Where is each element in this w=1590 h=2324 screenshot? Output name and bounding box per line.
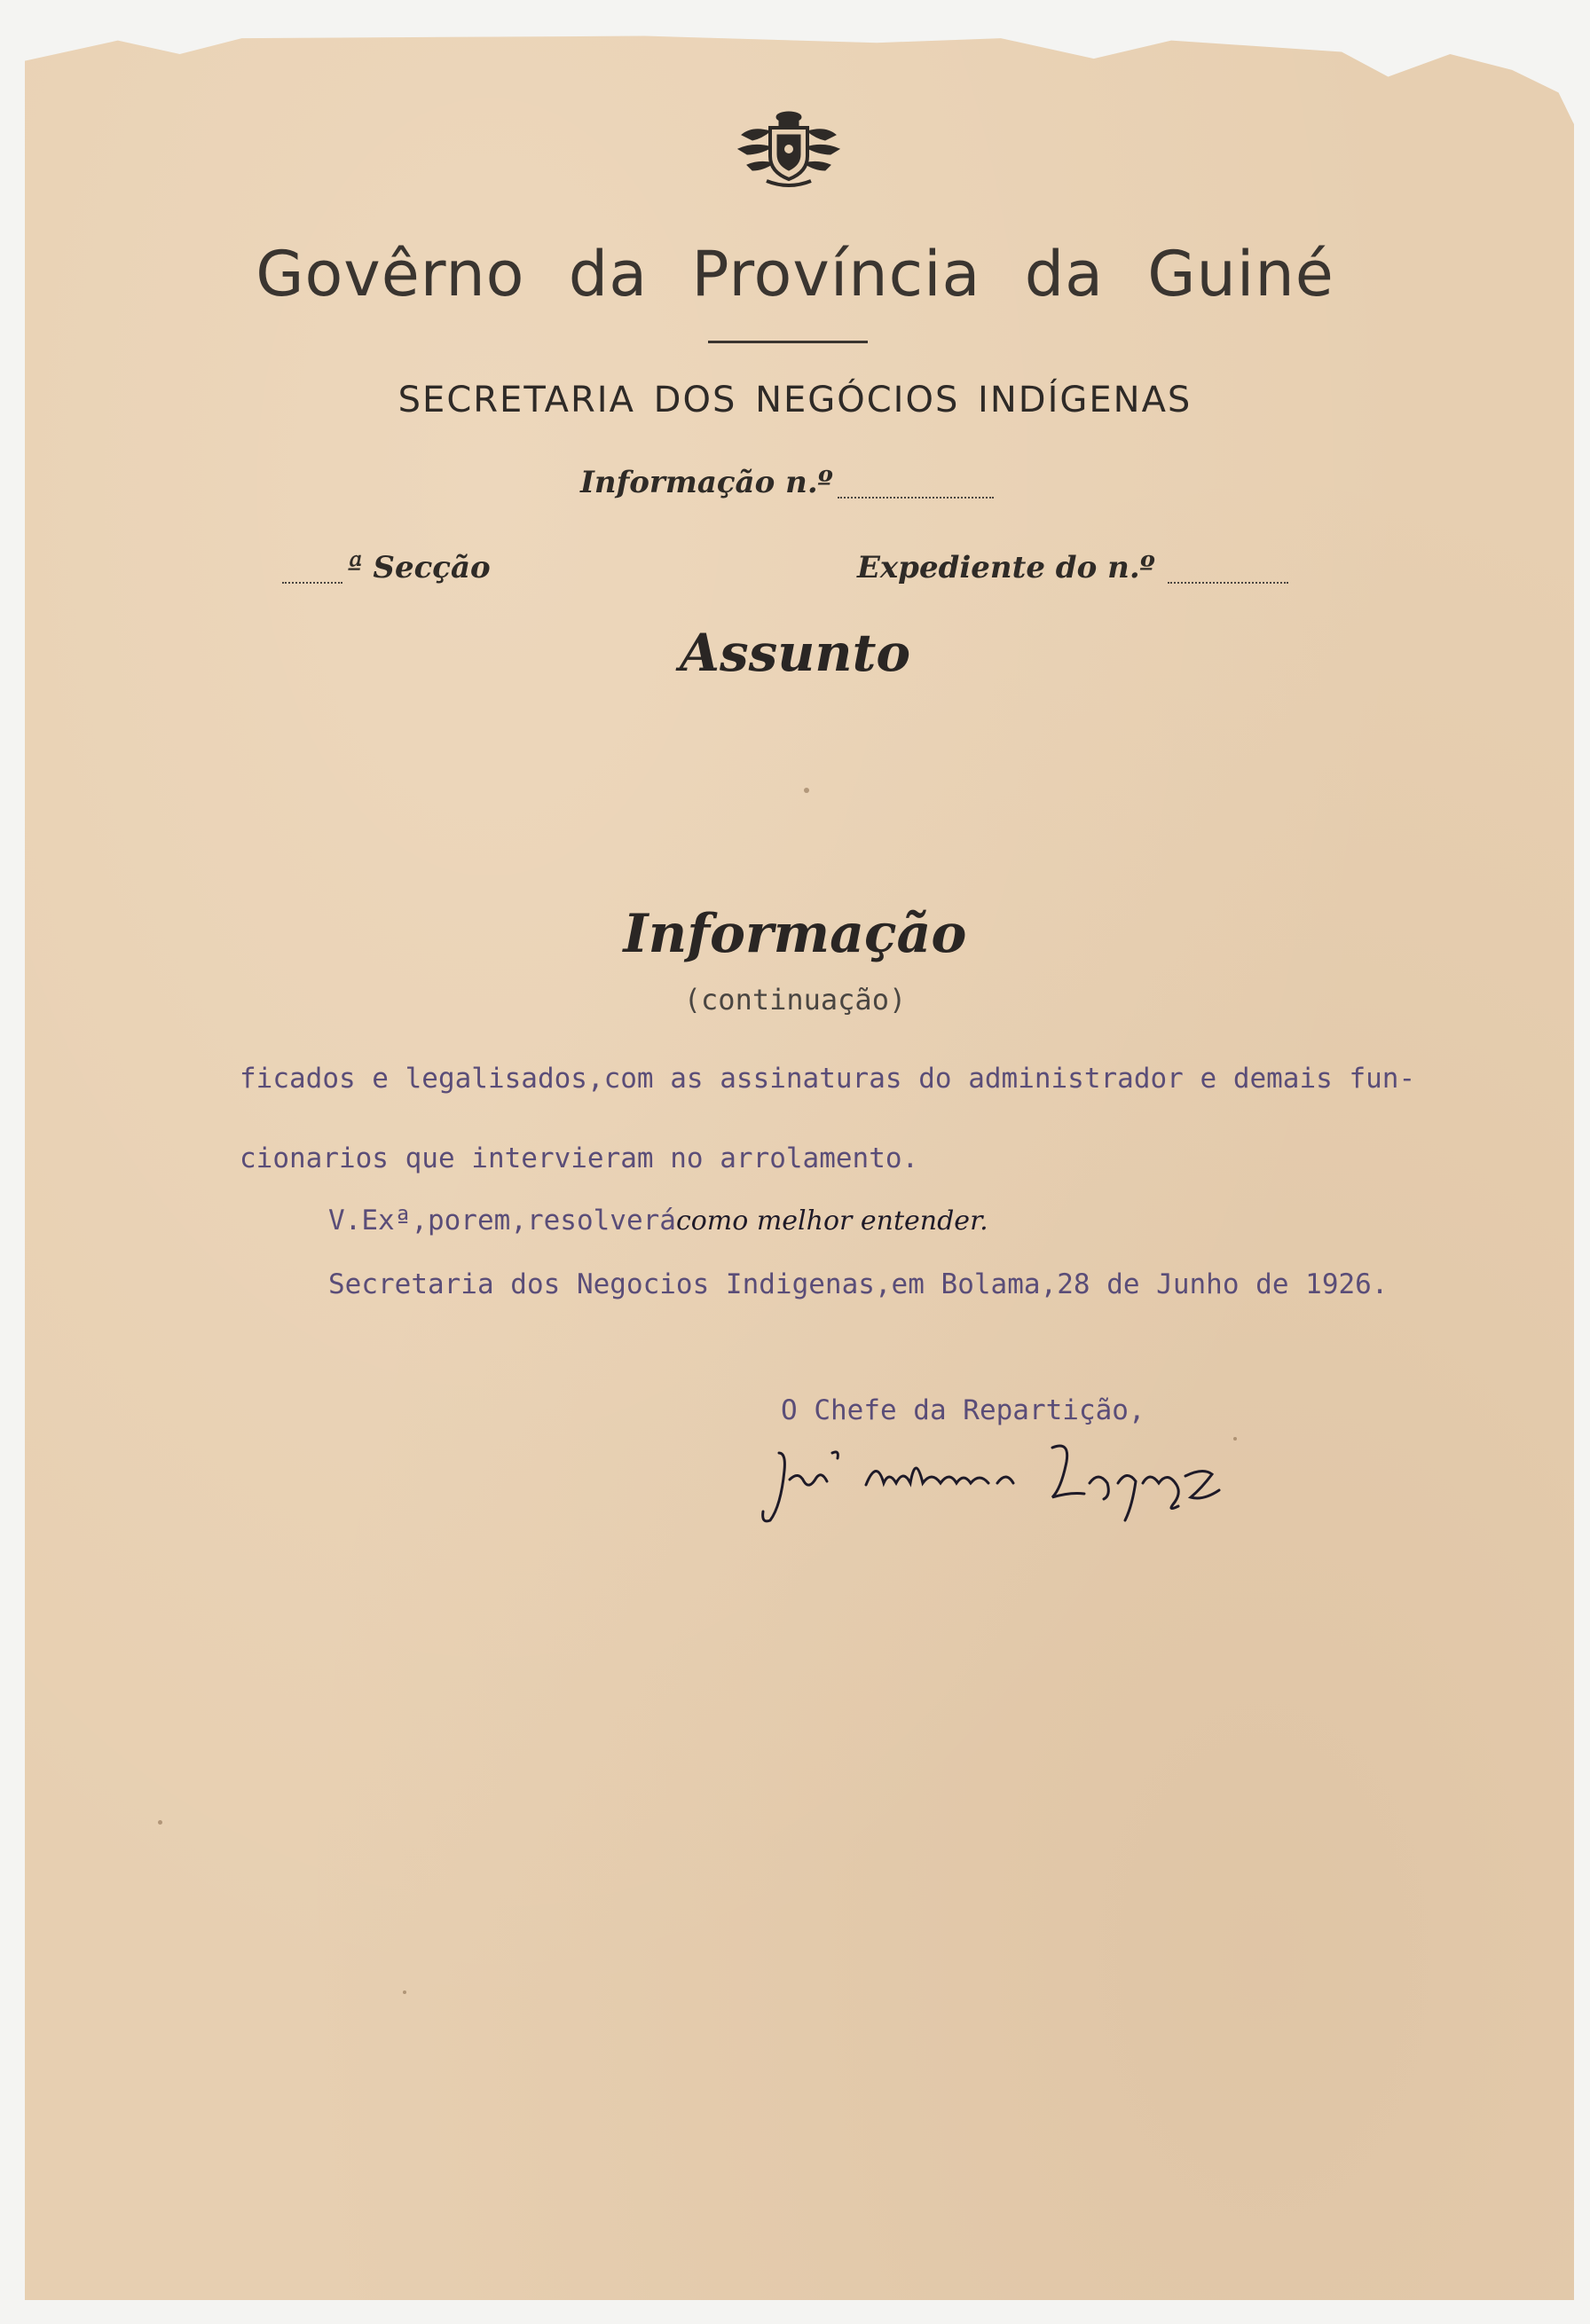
paper-stain: [1233, 1437, 1237, 1441]
informacao-heading: Informação: [623, 903, 967, 965]
body-line-2: cionarios que intervieram no arrolamento.: [240, 1142, 919, 1174]
expediente-blank: [1168, 582, 1288, 584]
assunto-heading: Assunto: [679, 623, 911, 683]
informacao-number-label: Informação n.º: [580, 465, 833, 500]
paper-stain: [158, 1820, 162, 1825]
government-title: Govêrno da Província da Guiné: [256, 238, 1334, 310]
chefe-title: O Chefe da Repartição,: [781, 1394, 1145, 1426]
resolution-handwritten-text: como melhor entender.: [675, 1205, 988, 1237]
seccao-label: ª Secção: [348, 550, 491, 585]
paper-stain: [804, 788, 809, 793]
body-line-3: [328, 1205, 988, 1237]
informacao-number-blank: [838, 497, 994, 499]
seccao-blank: [282, 582, 342, 584]
department-name: SECRETARIA DOS NEGÓCIOS INDÍGENAS: [398, 380, 1192, 420]
date-place-line: Secretaria dos Negocios Indigenas,em Bolama,28 de Junho de 1926.: [328, 1268, 1389, 1300]
signature: [760, 1435, 1248, 1533]
resolution-typed-text: V.Exª,porem,resolverá: [328, 1205, 676, 1237]
continuacao-label: (continuação): [683, 983, 907, 1017]
expediente-label: Expediente do n.º: [857, 550, 1155, 585]
coat-of-arms-icon: [735, 108, 843, 190]
title-divider: [708, 341, 868, 343]
paper-stain: [403, 1990, 406, 1994]
body-line-1: ficados e legalisados,com as assinaturas do administrador e demais fun-: [240, 1063, 1416, 1095]
